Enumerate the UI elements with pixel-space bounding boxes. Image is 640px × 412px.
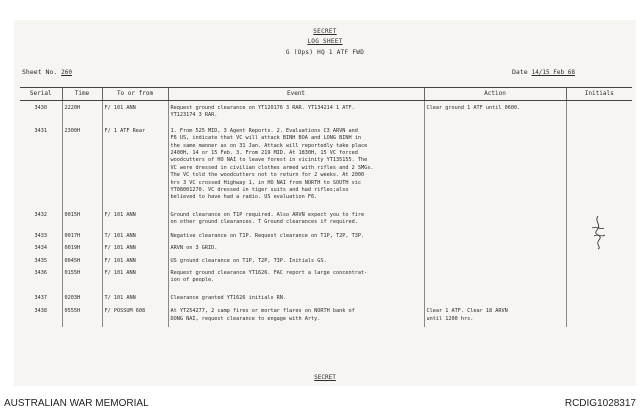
event-cell: 1. From 525 MID, 3 Agent Reports. 2. Evaluations C3 ARVN and F6 US, indicate that VC will attack BINH BOA and LONG BINH in the same manner as on 31 Jan. Attack will reportedly take place 2400H, 14 or 15 Feb. 3. From 219 MID. At 1830H, 15 VC forced woodcutters of HO NAI to leave forest in vicinity YT135155. The VC were dressed in civilian clothes armed with rifles and 2 SMGs. The VC told the woodcutters not to return for 2 weeks. At 2000 hrs 3 VC crossed Highway 1, in HO NAI from NORTH to SOUTH vic YT08001270. VC dressed in tiger suits and had rifles;also believed to have had a radio. US evaluation F6. (168, 126, 424, 210)
sheet-date (512, 68, 575, 76)
unit-line: G (Ops) HQ 1 ATF FWD (285, 49, 365, 56)
to-from-cell: T/ 101 ANN (102, 231, 168, 243)
time-cell: 0555H (62, 306, 102, 327)
table-row (20, 210, 632, 231)
table-header-row (20, 88, 632, 101)
to-from-cell: F/ POSSUM 608 (102, 306, 168, 327)
to-from-cell: T/ 101 ANN (102, 293, 168, 306)
table-row (20, 306, 632, 327)
action-cell: Clear 1 ATF. Clear 18 ARVN until 1200 hrs. (424, 306, 566, 327)
col-time: Time (62, 88, 102, 101)
to-from-cell: F/ 101 ANN (102, 256, 168, 268)
table-row (20, 243, 632, 255)
initials-cell (566, 306, 632, 327)
to-from-cell: F/ 101 ANN (102, 210, 168, 231)
sheet-value: 260 (61, 69, 72, 76)
action-cell: Clear ground 1 ATF until 0600. (424, 101, 566, 126)
time-cell: 0203H (62, 293, 102, 306)
classification-bottom: SECRET (314, 374, 336, 381)
serial-cell: 3433 (34, 232, 47, 239)
table-row (20, 101, 632, 126)
event-cell: Clearance granted YT1626 initials RN. (168, 293, 424, 306)
col-serial: Serial (20, 88, 62, 101)
serial-cell: 3438 (34, 308, 47, 315)
event-cell: Negative clearance on T1P. Request clearance on T1P, T2P, T3P. (168, 231, 424, 243)
time-cell: 2220H (62, 101, 102, 126)
initials-signature (584, 214, 612, 250)
event-cell: At YT254277, 2 camp fires or mortar flares on NORTH bank of DONG NAI, request clearance to engage with Arty. (168, 306, 424, 327)
serial-cell: 3436 (34, 269, 47, 276)
time-cell: 0019H (62, 243, 102, 255)
serial-cell: 3432 (34, 211, 47, 218)
log-sheet-document (14, 20, 636, 386)
event-cell: ARVN on 3 GRID. (168, 243, 424, 255)
document-title: LOG SHEET (307, 38, 343, 45)
to-from-cell: F/ 101 ANN (102, 243, 168, 255)
action-cell (424, 243, 566, 255)
time-cell: 0017H (62, 231, 102, 243)
col-initials: Initials (566, 88, 632, 101)
table-row (20, 231, 632, 243)
to-from-cell: F/ 101 ANN (102, 268, 168, 293)
event-cell: Ground clearance on T1P required. Also ARVN expect you to fire on other ground clearances. T Ground clearances if required. (168, 210, 424, 231)
action-cell (424, 293, 566, 306)
serial-cell: 3431 (34, 127, 47, 134)
log-table (20, 87, 632, 327)
time-cell: 2300H (62, 126, 102, 210)
serial-cell: 3434 (34, 245, 47, 252)
col-to-from: To or from (102, 88, 168, 101)
table-row (20, 293, 632, 306)
initials-cell (566, 256, 632, 268)
time-cell: 0155H (62, 268, 102, 293)
initials-cell (566, 101, 632, 126)
sheet-label: Sheet No. (22, 68, 58, 76)
archive-footer (0, 396, 640, 412)
col-event: Event (168, 88, 424, 101)
archive-id: RCDIG1028317 (564, 398, 636, 409)
serial-cell: 3437 (34, 294, 47, 301)
time-cell: 0045H (62, 256, 102, 268)
classification-top: SECRET (313, 28, 337, 35)
date-value: 14/15 Feb 68 (531, 69, 575, 76)
date-label: Date (512, 68, 528, 76)
serial-cell: 3430 (34, 105, 47, 111)
action-cell (424, 268, 566, 293)
action-cell (424, 231, 566, 243)
time-cell: 0015H (62, 210, 102, 231)
initials-cell (566, 293, 632, 306)
to-from-cell: F/ 1 ATF Rear (102, 126, 168, 210)
event-cell: Request ground clearance YT1626. FAC report a large concentrat- ion of people. (168, 268, 424, 293)
event-cell: Request ground clearance on YT120176 3 RAR. YT134214 1 ATF. YT123174 3 RAR. (168, 101, 424, 126)
table-row (20, 268, 632, 293)
sheet-number (22, 68, 72, 76)
table-row (20, 256, 632, 268)
action-cell (424, 210, 566, 231)
initials-cell (566, 126, 632, 210)
serial-cell: 3435 (34, 257, 47, 264)
to-from-cell: F/ 101 ANN (102, 101, 168, 126)
initials-cell (566, 268, 632, 293)
action-cell (424, 126, 566, 210)
col-action: Action (424, 88, 566, 101)
archive-name: AUSTRALIAN WAR MEMORIAL (4, 398, 149, 409)
table-row (20, 126, 632, 210)
event-cell: US ground clearance on T1P, T2P, T3P. Initials GS. (168, 256, 424, 268)
action-cell (424, 256, 566, 268)
